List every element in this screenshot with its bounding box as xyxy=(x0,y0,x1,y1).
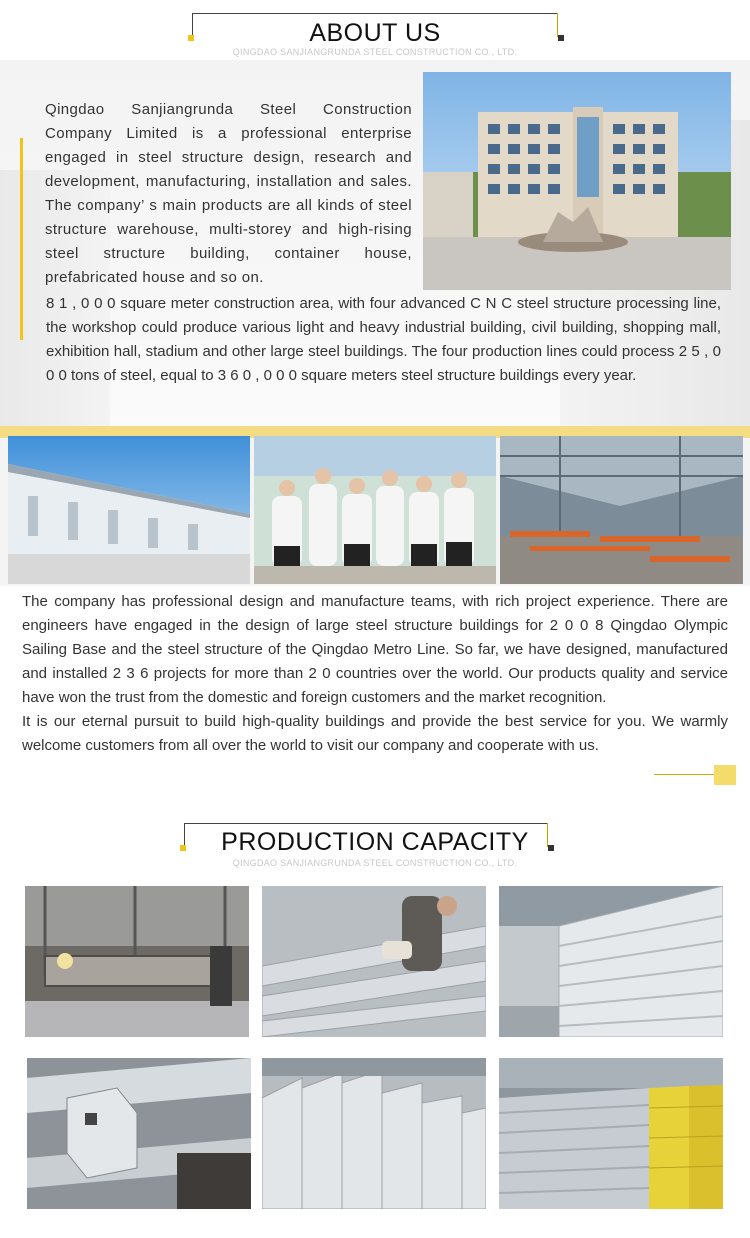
team-text xyxy=(22,590,728,758)
end-decoration-line xyxy=(654,774,718,775)
about-subtitle: QINGDAO SANJIANGRUNDA STEEL CONSTRUCTION CO., LTD. xyxy=(232,47,518,57)
end-decoration-square xyxy=(714,765,736,785)
accent-bar-left xyxy=(20,138,23,340)
about-intro-text: Qingdao Sanjiangrunda Steel Construction Company Limited is a professional enterprise engaged in steel structure design, research and development, manufacturing, installation and sales. The company’ s main products are all kinds of steel structure warehouse, multi-storey and high-rising steel structure building, container house, prefabricated house and so on. xyxy=(45,101,412,286)
production-title: PRODUCTION CAPACITY xyxy=(221,828,529,856)
steel-bracket-photo xyxy=(27,1058,251,1209)
factory-exterior-photo xyxy=(8,436,250,584)
team-photo xyxy=(254,436,496,584)
worker-steel-photo xyxy=(262,886,486,1037)
sandwich-panels-photo xyxy=(499,1058,723,1209)
about-title: ABOUT US xyxy=(309,19,441,47)
team-paragraph: The company has professional design and manufacture teams, with rich project experience. There are engineers have engaged in the design of large steel structure buildings for 2 0 0 8 Qingdao Olympic Sailing Base and the steel structure of the Qingdao Metro Line. So far, we have designed, manufactured and installed 2 3 6 projects for more than 2 0 countries over the world. Our products quality and service have won the trust from the domestic and foreign customers and the market recognition. xyxy=(22,593,728,706)
about-detail-text: 8 1 , 0 0 0 square meter construction area, with four advanced C N C steel structure processing line, the workshop could produce various light and heavy industrial building, civil building, shopping mall, exhibition hall, stadium and other large steel buildings. The four production lines could process 2 5 , 0 0 0 tons of steel, equal to 3 6 0 , 0 0 0 square meters steel structure buildings every year. xyxy=(46,295,721,384)
welding-photo xyxy=(25,886,249,1037)
steel-panels-photo xyxy=(499,886,723,1037)
pursuit-paragraph: It is our eternal pursuit to build high-quality buildings and provide the best service for you. We warmly welcome customers from all over the world to visit our company and cooperate with us. xyxy=(22,713,728,754)
purlin-stack-photo xyxy=(262,1058,486,1209)
production-subtitle: QINGDAO SANJIANGRUNDA STEEL CONSTRUCTION CO., LTD. xyxy=(232,858,518,868)
office-building-photo xyxy=(423,72,731,290)
workshop-interior-photo xyxy=(500,436,743,584)
